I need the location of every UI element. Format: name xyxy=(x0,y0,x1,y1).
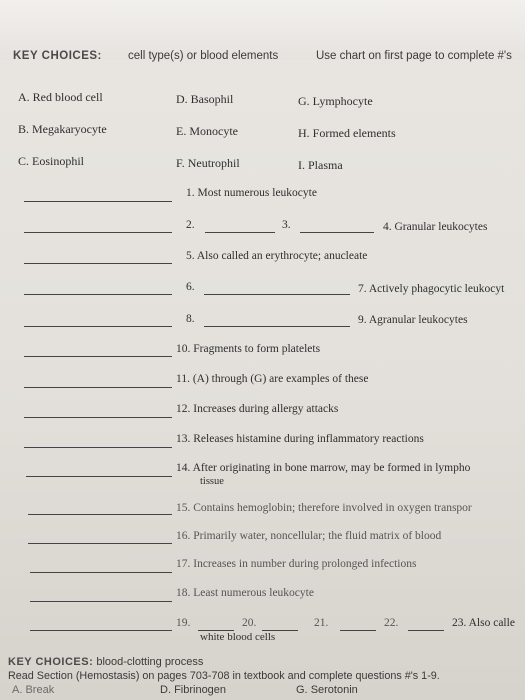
question-7: 7. Actively phagocytic leukocyt xyxy=(358,283,505,295)
footer-key-choices: KEY CHOICES: blood-clotting process xyxy=(8,656,204,668)
question-21-label: 21. xyxy=(314,617,329,629)
key-choices-topic: cell type(s) or blood elements xyxy=(128,50,279,62)
answer-blank-6[interactable] xyxy=(204,294,350,295)
footer-choice-a: A. Break xyxy=(12,684,55,696)
answer-blank-13[interactable] xyxy=(24,447,172,448)
choice-c: C. Eosinophil xyxy=(18,154,85,168)
answer-blank-row2[interactable] xyxy=(24,232,172,233)
question-14: 14. After originating in bone marrow, may be formed in lympho xyxy=(176,462,471,474)
question-11: 11. (A) through (G) are examples of these xyxy=(176,373,369,385)
question-13: 13. Releases histamine during inflammatory reactions xyxy=(176,433,424,445)
question-5: 5. Also called an erythrocyte; anucleate xyxy=(186,250,368,262)
footer-choice-d: D. Fibrinogen xyxy=(160,684,227,696)
answer-blank-5[interactable] xyxy=(24,263,172,264)
question-8-label: 8. xyxy=(186,313,195,325)
choice-e: E. Monocyte xyxy=(176,124,238,138)
answer-blank-1[interactable] xyxy=(24,201,172,202)
choice-d: D. Basophil xyxy=(176,92,234,106)
question-15: 15. Contains hemoglobin; therefore involved in oxygen transpor xyxy=(176,502,472,514)
answer-blank-22[interactable] xyxy=(408,630,444,631)
question-9: 9. Agranular leukocytes xyxy=(358,314,468,326)
question-16: 16. Primarily water, noncellular; the fluid matrix of blood xyxy=(176,530,442,542)
answer-blank-2[interactable] xyxy=(205,232,275,233)
question-1: 1. Most numerous leukocyte xyxy=(186,187,317,199)
choice-g: G. Lymphocyte xyxy=(298,94,373,108)
answer-blank-row6[interactable] xyxy=(24,294,172,295)
choice-i: I. Plasma xyxy=(298,158,343,172)
question-18: 18. Least numerous leukocyte xyxy=(176,587,314,599)
footer-instruction: Read Section (Hemostasis) on pages 703-708 in textbook and complete questions #'s 1-9. xyxy=(8,670,440,682)
key-choices-label: KEY CHOICES: xyxy=(13,50,102,62)
choice-b: B. Megakaryocyte xyxy=(18,122,107,136)
question-12: 12. Increases during allergy attacks xyxy=(176,403,339,415)
answer-blank-row19[interactable] xyxy=(30,630,172,631)
question-23-continuation: white blood cells xyxy=(200,631,276,643)
question-17: 17. Increases in number during prolonged infections xyxy=(176,558,417,570)
question-22-label: 22. xyxy=(384,617,399,629)
question-10: 10. Fragments to form platelets xyxy=(176,343,321,355)
question-23: 23. Also calle xyxy=(452,617,515,629)
question-4: 4. Granular leukocytes xyxy=(383,221,488,233)
answer-blank-14[interactable] xyxy=(26,476,172,477)
footer-choice-g: G. Serotonin xyxy=(296,684,358,696)
answer-blank-16[interactable] xyxy=(28,543,172,544)
question-20-label: 20. xyxy=(242,617,257,629)
question-6-label: 6. xyxy=(186,281,195,293)
answer-blank-11[interactable] xyxy=(24,387,172,388)
choice-h: H. Formed elements xyxy=(298,126,396,140)
header-instruction: Use chart on first page to complete #'s xyxy=(316,50,512,62)
answer-blank-row8[interactable] xyxy=(24,326,172,327)
choice-f: F. Neutrophil xyxy=(176,156,240,170)
answer-blank-12[interactable] xyxy=(24,417,172,418)
answer-blank-3[interactable] xyxy=(300,232,374,233)
question-14-continuation: tissue xyxy=(200,476,224,487)
answer-blank-10[interactable] xyxy=(24,356,172,357)
question-3-label: 3. xyxy=(282,219,291,231)
answer-blank-8[interactable] xyxy=(204,326,350,327)
answer-blank-17[interactable] xyxy=(30,572,172,573)
answer-blank-15[interactable] xyxy=(28,514,172,515)
question-2-label: 2. xyxy=(186,219,195,231)
answer-blank-21[interactable] xyxy=(340,630,376,631)
question-19-label: 19. xyxy=(176,617,191,629)
choice-a: A. Red blood cell xyxy=(18,90,103,104)
answer-blank-18[interactable] xyxy=(30,601,172,602)
